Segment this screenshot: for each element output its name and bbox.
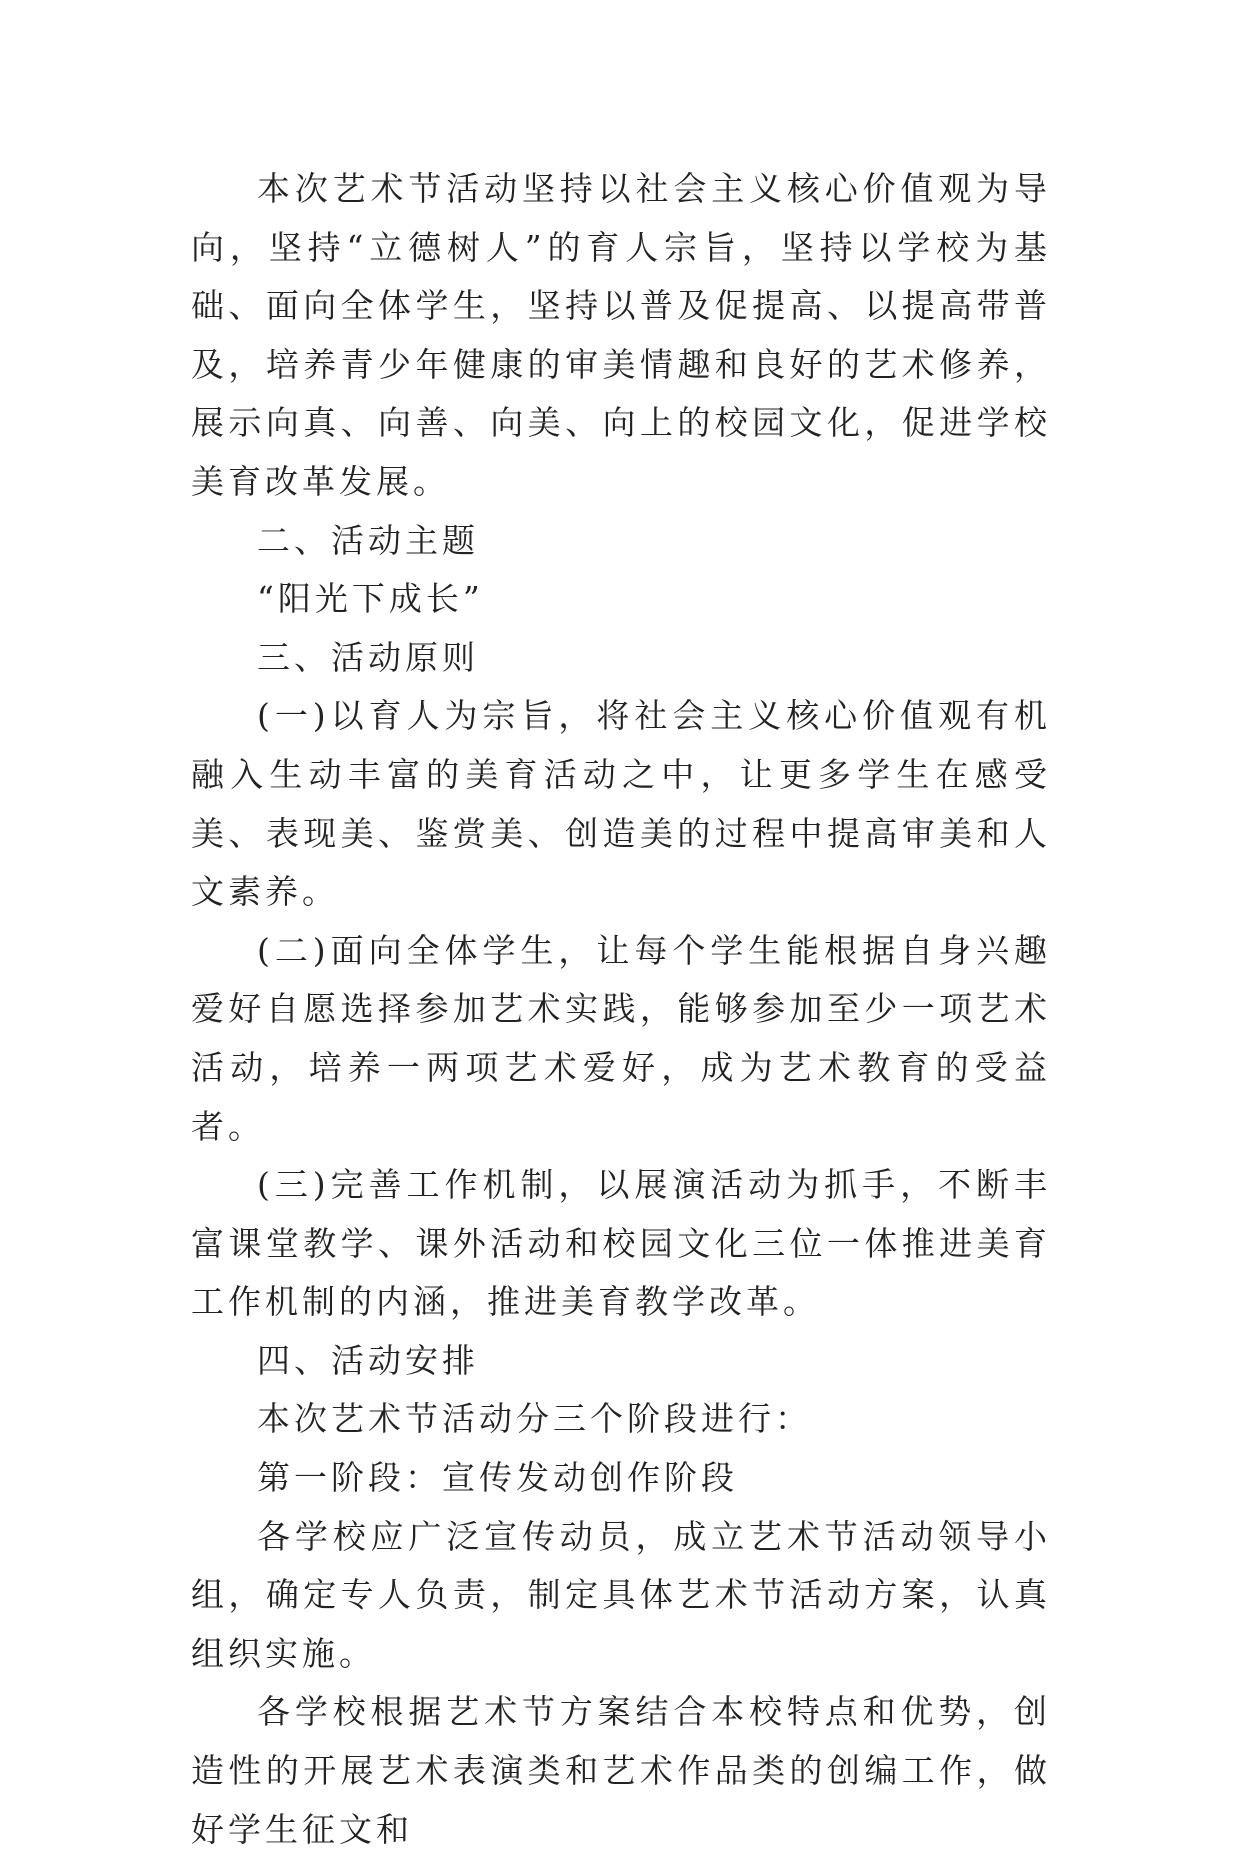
theme-title: “阳光下成长”: [257, 579, 484, 619]
principle-three: (三)完善工作机制，以展演活动为抓手，不断丰富课堂教学、课外活动和校园文化三位一体推进美育工作机制的内涵，推进美育教学改革。: [191, 1165, 1051, 1322]
section-heading-schedule: 四、活动安排: [257, 1340, 479, 1380]
stage-one-heading: 第一阶段：宣传发动创作阶段: [257, 1458, 738, 1498]
section-heading-principles: 三、活动原则: [257, 637, 479, 677]
stage-one-paragraph-1: 各学校应广泛宣传动员，成立艺术节活动领导小组，确定专人负责，制定具体艺术节活动方案，认真组织实施。: [191, 1516, 1051, 1673]
document-body: [191, 160, 1051, 1859]
stage-one-paragraph-2: 各学校根据艺术节方案结合本校特点和优势，创造性的开展艺术表演类和艺术作品类的创编工作，做好学生征文和: [191, 1692, 1051, 1849]
principle-two: (二)面向全体学生，让每个学生能根据自身兴趣爱好自愿选择参加艺术实践，能够参加至少一项艺术活动，培养一两项艺术爱好，成为艺术教育的受益者。: [191, 930, 1051, 1146]
schedule-intro: 本次艺术节活动分三个阶段进行：: [257, 1399, 812, 1439]
principle-one: (一)以育人为宗旨，将社会主义核心价值观有机融入生动丰富的美育活动之中，让更多学生在感受美、表现美、鉴赏美、创造美的过程中提高审美和人文素养。: [191, 696, 1051, 912]
paragraph-intro: 本次艺术节活动坚持以社会主义核心价值观为导向，坚持“立德树人”的育人宗旨，坚持以学校为基础、面向全体学生，坚持以普及促提高、以提高带普及，培养青少年健康的审美情趣和良好的艺术修养，展示向真、向善、向美、向上的校园文化，促进学校美育改革发展。: [191, 169, 1051, 501]
section-heading-theme: 二、活动主题: [257, 520, 479, 560]
